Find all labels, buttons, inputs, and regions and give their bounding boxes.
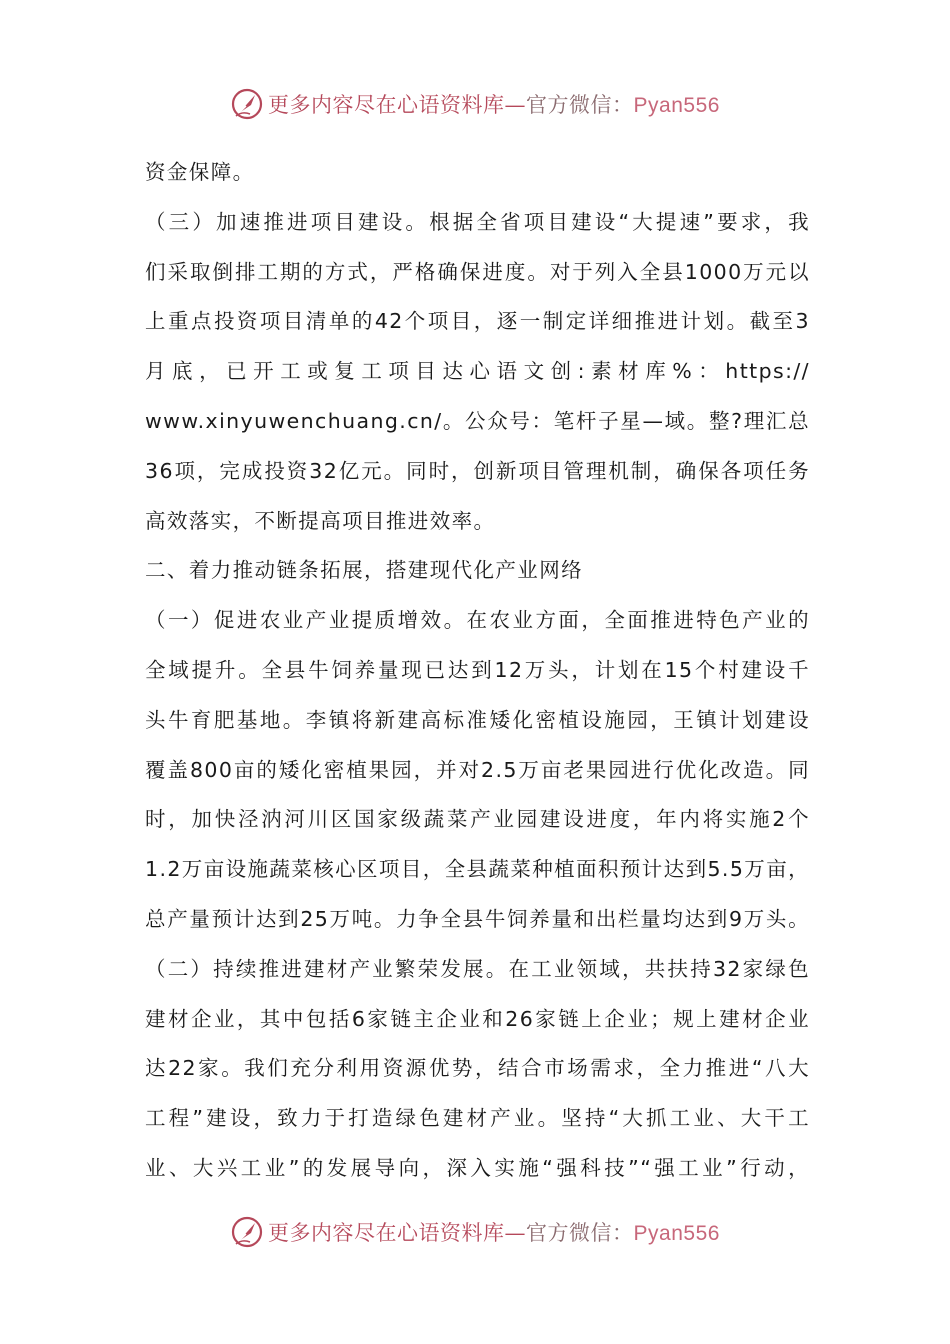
footer-watermark-banner [0,1212,950,1252]
banner-separator: — [504,93,527,117]
text-line: 月底，已开工或复工项目达心语文创:素材库%：https:// [145,359,810,384]
quill-logo-icon [230,87,264,121]
section-heading: 二、着力推动链条拓展，搭建现代化产业网络 [145,558,583,583]
banner-text [268,1217,720,1247]
text-line: 业、大兴工业”的发展导向，深入实施“强科技”“强工业”行动， [145,1155,810,1180]
text-line: （二）持续推进建材产业繁荣发展。在工业领域，共扶持32家绿色 [145,956,810,981]
text-line: 资金保障。 [145,160,255,184]
text-line: （一）促进农业产业提质增效。在农业方面，全面推进特色产业的 [145,608,810,633]
document-body [145,148,810,1194]
banner-text [268,89,720,119]
text-line: 1.2万亩设施蔬菜核心区项目，全县蔬菜种植面积预计达到5.5万亩， [145,857,810,882]
banner-separator: — [504,1221,527,1245]
banner-wechat-label: 官方微信： [526,1221,634,1245]
text-line: 高效落实，不断提高项目推进效率。 [145,508,496,533]
text-line: 达22家。我们充分利用资源优势，结合市场需求，全力推进“八大 [145,1056,810,1081]
text-line: 36项，完成投资32亿元。同时，创新项目管理机制，确保各项任务 [145,458,810,483]
header-watermark-banner [0,84,950,124]
banner-wechat-id: Pyan556 [633,1222,720,1245]
text-line: 时，加快泾汭河川区国家级蔬菜产业园建设进度，年内将实施2个 [145,807,810,832]
text-line: 覆盖800亩的矮化密植果园，并对2.5万亩老果园进行优化改造。同 [145,757,810,782]
text-line: 总产量预计达到25万吨。力争全县牛饲养量和出栏量均达到9万头。 [145,906,810,931]
text-line: 头牛育肥基地。李镇将新建高标准矮化密植设施园，王镇计划建设 [145,707,810,732]
text-line: www.xinyuwenchuang.cn/。公众号：笔杆子星—域。整?理汇总 [145,408,810,433]
banner-site-text: 更多内容尽在心语资料库 [268,93,505,117]
text-line: 建材企业，其中包括6家链主企业和26家链上企业；规上建材企业 [145,1006,810,1031]
text-line: 们采取倒排工期的方式，严格确保进度。对于列入全县1000万元以 [145,259,810,284]
banner-wechat-id: Pyan556 [633,94,720,117]
banner-wechat-label: 官方微信： [526,93,634,117]
banner-site-text: 更多内容尽在心语资料库 [268,1221,505,1245]
text-line: 上重点投资项目清单的42个项目，逐一制定详细推进计划。截至3 [145,309,810,334]
quill-logo-icon [230,1215,264,1249]
text-line: 工程”建设，致力于打造绿色建材产业。坚持“大抓工业、大干工 [145,1106,810,1131]
text-line: 全域提升。全县牛饲养量现已达到12万头，计划在15个村建设千 [145,657,810,682]
text-line: （三）加速推进项目建设。根据全省项目建设“大提速”要求，我 [145,209,810,234]
